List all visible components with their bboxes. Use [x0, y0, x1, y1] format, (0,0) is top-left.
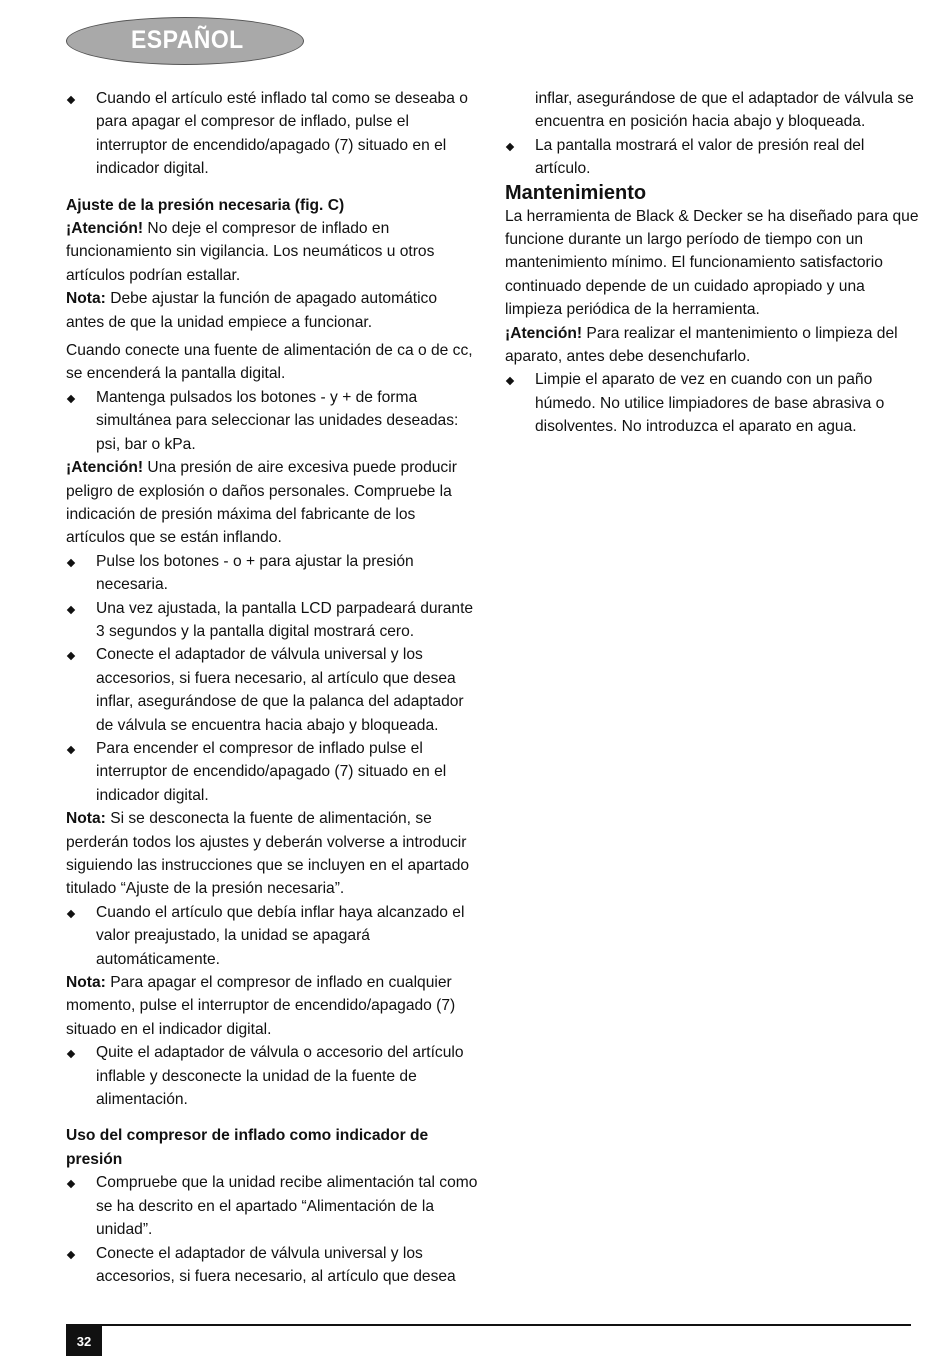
bullet-list — [66, 87, 478, 181]
section-heading: Uso del compresor de inflado como indicador de presión — [66, 1127, 429, 1168]
language-tab — [66, 17, 304, 65]
paragraph: La herramienta de Black & Decker se ha diseñado para que funcione durante un largo período de tiempo con un mantenimiento mínimo. El funcionamiento satisfactorio continuado depende de un cuidado apropiado y una limpieza periódica de la herramienta. — [505, 207, 919, 319]
note-label: Nota: — [66, 974, 106, 992]
list-item: Conecte el adaptador de válvula universal y los accesorios, si fuera necesario, al artículo que desea inflar, asegurándose de que la palanca del adaptador de válvula se encuentra hacia abajo y bloqueada. — [66, 643, 478, 737]
list-item: Compruebe que la unidad recibe alimentación tal como se ha descrito en el apartado “Alimentación de la unidad”. — [66, 1171, 478, 1241]
left-column — [66, 87, 478, 1288]
list-item-continuation: inflar, asegurándose de que el adaptador de válvula se encuentra en posición hacia abajo y bloqueada. — [535, 90, 914, 131]
paragraph-text: Si se desconecta la fuente de alimentación, se perderán todos los ajustes y deberán volverse a introducir siguiendo las instrucciones que se incluyen en el apartado titulado “Ajuste de la presión necesaria”. — [66, 810, 470, 898]
list-item: Cuando el artículo esté inflado tal como se deseaba o para apagar el compresor de inflado, pulse el interruptor de encendido/apagado (7) situado en el indicador digital. — [66, 87, 478, 181]
footer-rule — [66, 1324, 911, 1326]
warning-label: ¡Atención! — [505, 324, 583, 342]
bullet-list — [66, 1171, 478, 1288]
paragraph — [505, 322, 920, 369]
paragraph — [66, 217, 478, 287]
list-item: Una vez ajustada, la pantalla LCD parpadeará durante 3 segundos y la pantalla digital mostrará cero. — [66, 597, 478, 644]
paragraph — [66, 456, 478, 550]
paragraph: Cuando conecte una fuente de alimentación de ca o de cc, se encenderá la pantalla digital. — [66, 342, 473, 383]
paragraph-text: No deje el compresor de inflado en funcionamiento sin vigilancia. Los neumáticos u otros artículos podrían estallar. — [66, 220, 435, 284]
warning-label: ¡Atención! — [66, 459, 144, 477]
page-number: 32 — [66, 1326, 102, 1356]
list-item: Mantenga pulsados los botones - y + de forma simultánea para seleccionar las unidades deseadas: psi, bar o kPa. — [66, 386, 478, 456]
paragraph — [66, 287, 478, 334]
bullet-list — [66, 1041, 478, 1111]
bullet-list — [505, 368, 920, 438]
list-item: Conecte el adaptador de válvula universal y los accesorios, si fuera necesario, al artículo que desea — [66, 1242, 478, 1289]
list-item: Para encender el compresor de inflado pulse el interruptor de encendido/apagado (7) situado en el indicador digital. — [66, 737, 478, 807]
bullet-list — [66, 386, 478, 456]
paragraph-text: Para realizar el mantenimiento o limpieza del aparato, antes debe desenchufarlo. — [505, 324, 898, 366]
warning-label: ¡Atención! — [66, 220, 144, 238]
list-item: La pantalla mostrará el valor de presión real del artículo. — [505, 134, 920, 181]
paragraph-text: Una presión de aire excesiva puede producir peligro de explosión o daños personales. Compruebe la indicación de presión máxima del fabricante de los artículos que se están inflando. — [66, 459, 457, 547]
list-item: Pulse los botones - o + para ajustar la presión necesaria. — [66, 550, 478, 597]
paragraph — [66, 807, 478, 901]
bullet-list — [66, 550, 478, 807]
note-label: Nota: — [66, 290, 106, 308]
section-title: Mantenimiento — [505, 181, 647, 204]
list-item: Quite el adaptador de válvula o accesorio del artículo inflable y desconecte la unidad de la fuente de alimentación. — [66, 1041, 478, 1111]
section-heading: Ajuste de la presión necesaria (fig. C) — [66, 196, 345, 214]
list-item: Limpie el aparato de vez en cuando con un paño húmedo. No utilice limpiadores de base abrasiva o disolventes. No introduzca el aparato en agua. — [505, 368, 920, 438]
paragraph — [66, 971, 478, 1041]
right-column — [505, 87, 920, 439]
language-label: ESPAÑOL — [131, 26, 244, 54]
list-item: Cuando el artículo que debía inflar haya alcanzado el valor preajustado, la unidad se apagará automáticamente. — [66, 901, 478, 971]
bullet-list — [66, 901, 478, 971]
paragraph-text: Debe ajustar la función de apagado automático antes de que la unidad empiece a funcionar. — [66, 290, 438, 331]
bullet-list — [505, 134, 920, 181]
note-label: Nota: — [66, 810, 106, 828]
paragraph-text: Para apagar el compresor de inflado en cualquier momento, pulse el interruptor de encendido/apagado (7) situado en el indicador digital. — [66, 974, 456, 1038]
